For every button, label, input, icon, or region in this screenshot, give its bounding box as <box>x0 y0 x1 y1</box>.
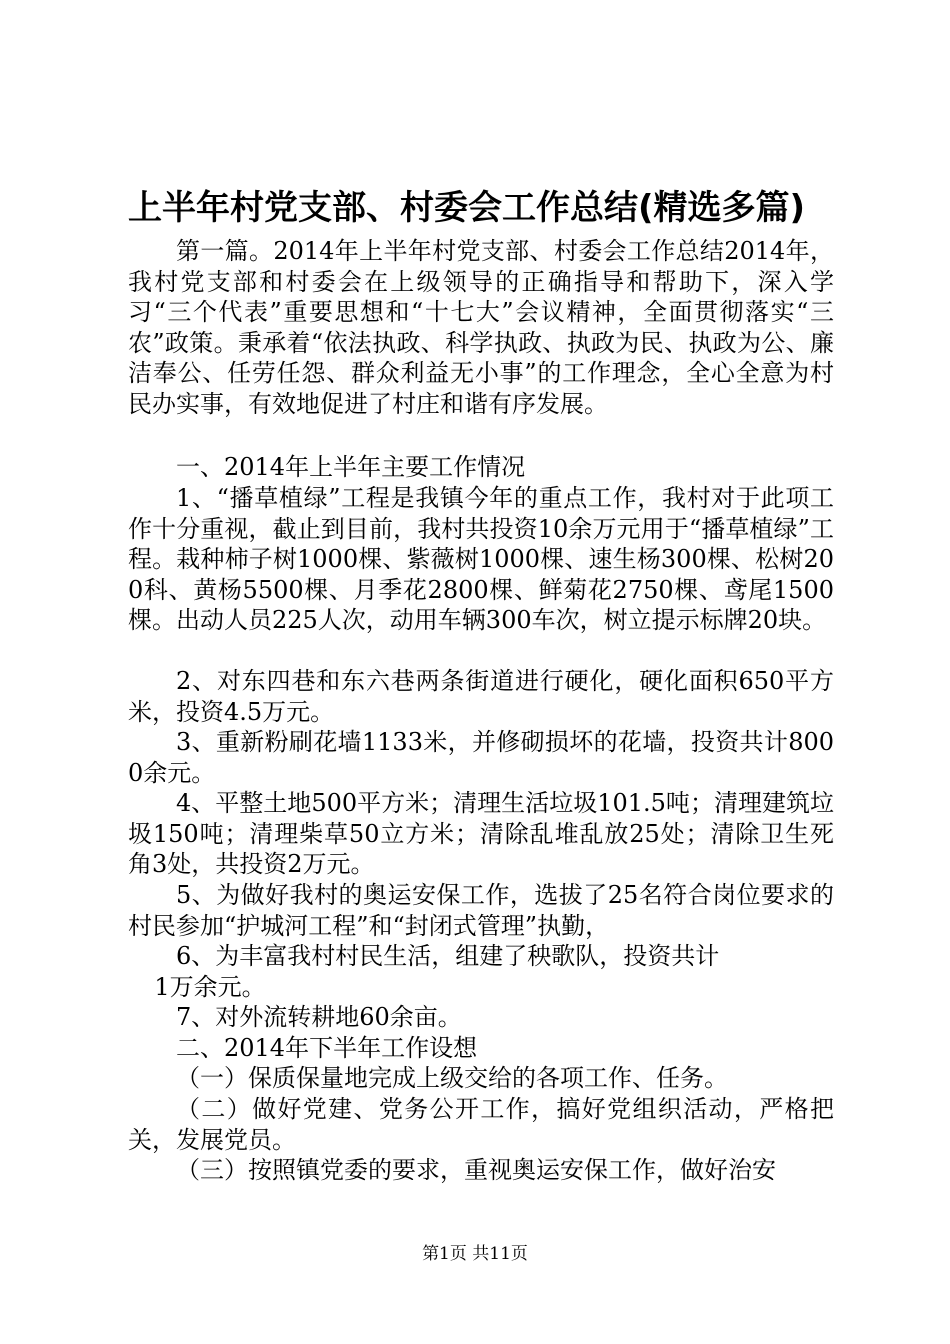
paragraph-item-6: 6、为丰富我村村民生活，组建了秧歌队，投资共计 <box>176 942 720 970</box>
section-heading-1: 一、2014年上半年主要工作情况 <box>176 453 526 481</box>
document-title: 上半年村党支部、村委会工作总结(精选多篇) <box>128 188 806 228</box>
paragraph-item-5: 5、为做好我村的奥运安保工作，选拔了25名符合岗位要求的村民参加“护城河工程”和“封闭式管理”执勤， <box>128 881 834 940</box>
paragraph-intro: 第一篇。2014年上半年村党支部、村委会工作总结2014年，我村党支部和村委会在上级领导的正确指导和帮助下，深入学习“三个代表”重要思想和“十七大”会议精神，全面贯彻落实“三农”政策。秉承着“依法执政、科学执政、执政为民、执政为公、廉洁奉公、任劳任怨、群众利益无小事”的工作理念，全心全意为村民办实事，有效地促进了村庄和谐有序发展。 <box>128 237 834 418</box>
section-heading-2: 二、2014年下半年工作设想 <box>176 1034 478 1062</box>
paragraph-item-3: 3、重新粉刷花墙1133米，并修砌损坏的花墙，投资共计8000余元。 <box>128 728 834 787</box>
paragraph-plan-1: （一）保质保量地完成上级交给的各项工作、任务。 <box>176 1064 728 1092</box>
page-number-footer: 第1页 共11页 <box>422 1244 528 1264</box>
paragraph-plan-3: （三）按照镇党委的要求，重视奥运安保工作，做好治安 <box>176 1156 776 1184</box>
paragraph-item-1: 1、“播草植绿”工程是我镇今年的重点工作，我村对于此项工作十分重视，截止到目前，我村共投资10余万元用于“播草植绿”工程。栽种柿子树1000棵、紫薇树1000棵、速生杨300棵、松树200科、黄杨5500棵、月季花2800棵、鲜菊花2750棵、鸢尾1500棵。出动人员225人次，动用车辆300车次，树立提示标牌20块。 <box>128 484 834 635</box>
paragraph-item-4: 4、平整土地500平方米；清理生活垃圾101.5吨；清理建筑垃圾150吨；清理柴草50立方米；清除乱堆乱放25处；清除卫生死角3处，共投资2万元。 <box>128 789 834 879</box>
paragraph-item-6-continued: 1万余元。 <box>154 973 266 1001</box>
paragraph-item-7: 7、对外流转耕地60余亩。 <box>176 1003 462 1031</box>
paragraph-plan-2: （二）做好党建、党务公开工作，搞好党组织活动，严格把关，发展党员。 <box>128 1095 834 1154</box>
paragraph-item-2: 2、对东四巷和东六巷两条街道进行硬化，硬化面积650平方米，投资4.5万元。 <box>128 667 834 726</box>
